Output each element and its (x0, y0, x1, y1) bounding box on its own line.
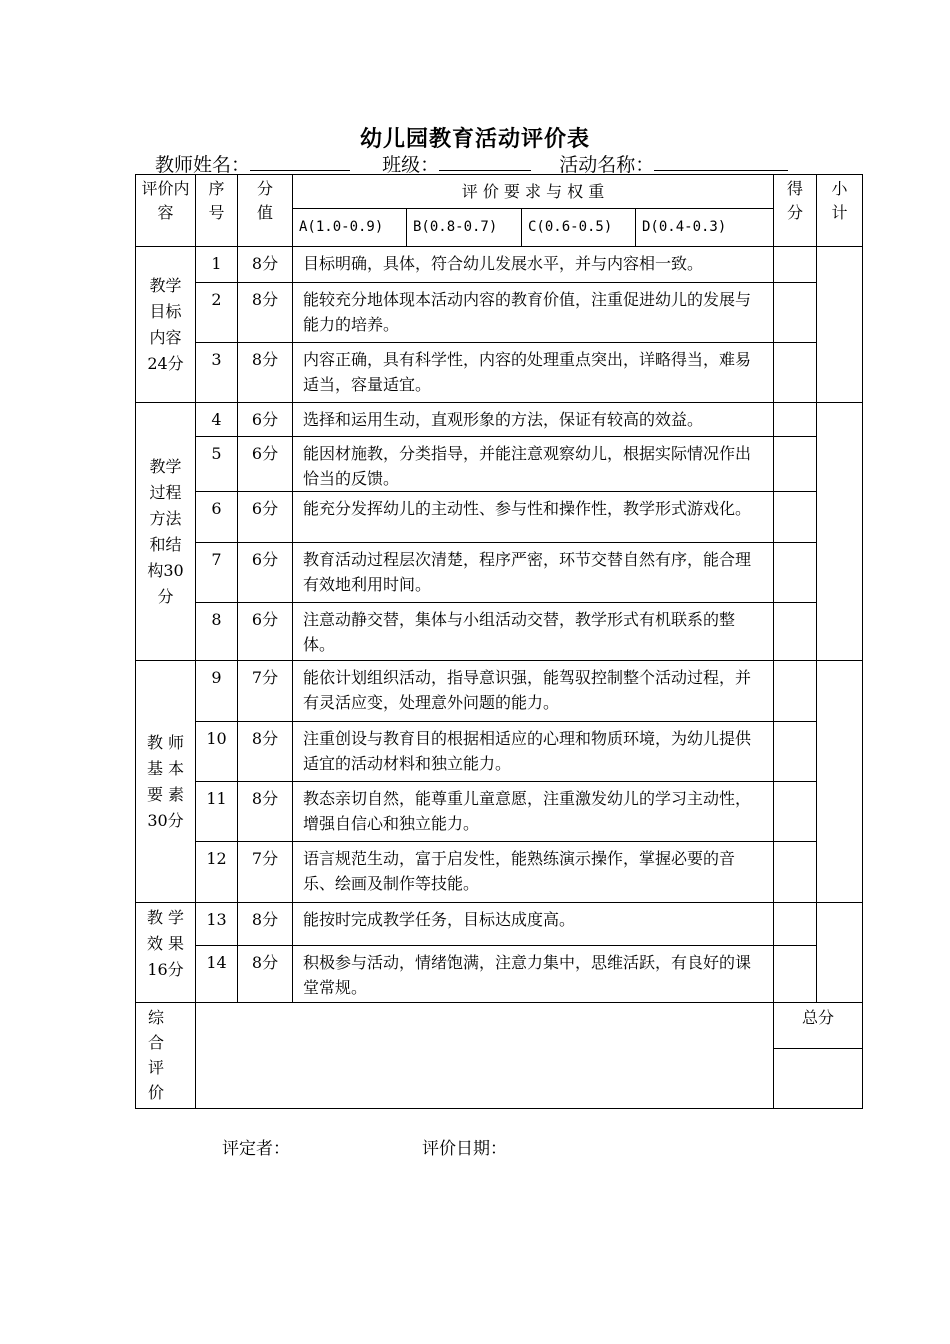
item-score: 8分 (238, 946, 293, 1003)
item-requirement: 语言规范生动，富于启发性，能熟练演示操作，掌握必要的音乐、绘画及制作等技能。 (293, 842, 774, 903)
activity-name-field[interactable] (654, 152, 788, 171)
item-seq: 6 (196, 492, 238, 543)
item-requirement: 能因材施教，分类指导，并能注意观察幼儿，根据实际情况作出恰当的反馈。 (293, 437, 774, 492)
item-score: 7分 (238, 661, 293, 722)
header-got: 得分 (774, 175, 817, 247)
item-score: 6分 (238, 492, 293, 543)
evaluation-table (135, 174, 863, 1109)
score-cell[interactable] (774, 283, 817, 343)
subtotal-cell[interactable] (817, 661, 863, 903)
item-seq: 7 (196, 543, 238, 603)
score-cell[interactable] (774, 492, 817, 543)
summary-label: 综合评价 (136, 1003, 196, 1109)
header-seq: 序号 (196, 175, 238, 247)
item-seq: 3 (196, 343, 238, 403)
item-requirement: 教育活动过程层次清楚，程序严密，环节交替自然有序，能合理有效地利用时间。 (293, 543, 774, 603)
header-subtotal: 小计 (817, 175, 863, 247)
header-requirements: 评 价 要 求 与 权 重 (293, 175, 774, 209)
score-cell[interactable] (774, 343, 817, 403)
score-cell[interactable] (774, 603, 817, 661)
item-seq: 2 (196, 283, 238, 343)
score-cell[interactable] (774, 437, 817, 492)
item-requirement: 教态亲切自然，能尊重儿童意愿，注重激发幼儿的学习主动性，增强自信心和独立能力。 (293, 782, 774, 842)
header-score: 分值 (238, 175, 293, 247)
score-cell[interactable] (774, 842, 817, 903)
subtotal-cell[interactable] (817, 903, 863, 1003)
score-cell[interactable] (774, 403, 817, 437)
teacher-name-label: 教师姓名： (155, 154, 251, 176)
item-requirement: 能充分发挥幼儿的主动性、参与性和操作性，教学形式游戏化。 (293, 492, 774, 543)
item-requirement: 选择和运用生动，直观形象的方法，保证有较高的效益。 (293, 403, 774, 437)
item-requirement: 目标明确，具体，符合幼儿发展水平，并与内容相一致。 (293, 247, 774, 283)
score-cell[interactable] (774, 247, 817, 283)
item-score: 6分 (238, 437, 293, 492)
item-requirement: 能依计划组织活动，指导意识强，能驾驭控制整个活动过程，并有灵活应变，处理意外问题的能力。 (293, 661, 774, 722)
item-requirement: 积极参与活动，情绪饱满，注意力集中，思维活跃，有良好的课堂常规。 (293, 946, 774, 1003)
item-requirement: 能较充分地体现本活动内容的教育价值，注重促进幼儿的发展与能力的培养。 (293, 283, 774, 343)
item-seq: 11 (196, 782, 238, 842)
item-requirement: 注意动静交替，集体与小组活动交替，教学形式有机联系的整体。 (293, 603, 774, 661)
class-field[interactable] (439, 152, 531, 171)
item-score: 8分 (238, 722, 293, 782)
date-label: 评价日期： (422, 1139, 507, 1159)
item-seq: 4 (196, 403, 238, 437)
item-score: 7分 (238, 842, 293, 903)
item-score: 6分 (238, 603, 293, 661)
item-seq: 5 (196, 437, 238, 492)
teacher-name-field[interactable] (250, 152, 350, 171)
item-seq: 10 (196, 722, 238, 782)
info-line (155, 150, 855, 177)
category-3: 教 师基 本要 素30分 (136, 661, 196, 903)
score-cell[interactable] (774, 946, 817, 1003)
score-cell[interactable] (774, 903, 817, 946)
page-title: 幼儿园教育活动评价表 (359, 126, 590, 152)
grade-c: C(0.6-0.5) (522, 209, 636, 247)
item-seq: 12 (196, 842, 238, 903)
item-score: 8分 (238, 343, 293, 403)
activity-name-label: 活动名称： (559, 154, 655, 176)
item-seq: 13 (196, 903, 238, 946)
item-score: 6分 (238, 403, 293, 437)
score-cell[interactable] (774, 782, 817, 842)
item-seq: 9 (196, 661, 238, 722)
item-requirement: 注重创设与教育目的根据相适应的心理和物质环境，为幼儿提供适宜的活动材料和独立能力。 (293, 722, 774, 782)
header-content: 评价内容 (136, 175, 196, 247)
score-cell[interactable] (774, 661, 817, 722)
item-requirement: 能按时完成教学任务，目标达成度高。 (293, 903, 774, 946)
item-score: 8分 (238, 283, 293, 343)
grade-a: A(1.0-0.9) (293, 209, 407, 247)
total-score-cell[interactable] (774, 1049, 863, 1109)
item-score: 8分 (238, 782, 293, 842)
item-seq: 1 (196, 247, 238, 283)
category-4: 教 学效 果16分 (136, 903, 196, 1003)
total-label: 总分 (774, 1003, 863, 1049)
evaluator-label: 评定者： (222, 1139, 290, 1159)
grade-d: D(0.4-0.3) (636, 209, 774, 247)
score-cell[interactable] (774, 543, 817, 603)
category-2: 教学过程方法和结构30分 (136, 403, 196, 661)
grade-b: B(0.8-0.7) (407, 209, 522, 247)
item-seq: 8 (196, 603, 238, 661)
subtotal-cell[interactable] (817, 403, 863, 661)
class-label: 班级： (382, 154, 440, 176)
item-seq: 14 (196, 946, 238, 1003)
item-score: 8分 (238, 247, 293, 283)
item-requirement: 内容正确，具有科学性，内容的处理重点突出，详略得当，难易适当，容量适宜。 (293, 343, 774, 403)
score-cell[interactable] (774, 722, 817, 782)
item-score: 6分 (238, 543, 293, 603)
category-1: 教学目标内容24分 (136, 247, 196, 403)
subtotal-cell[interactable] (817, 247, 863, 403)
summary-evaluation-cell[interactable] (196, 1003, 774, 1109)
item-score: 8分 (238, 903, 293, 946)
